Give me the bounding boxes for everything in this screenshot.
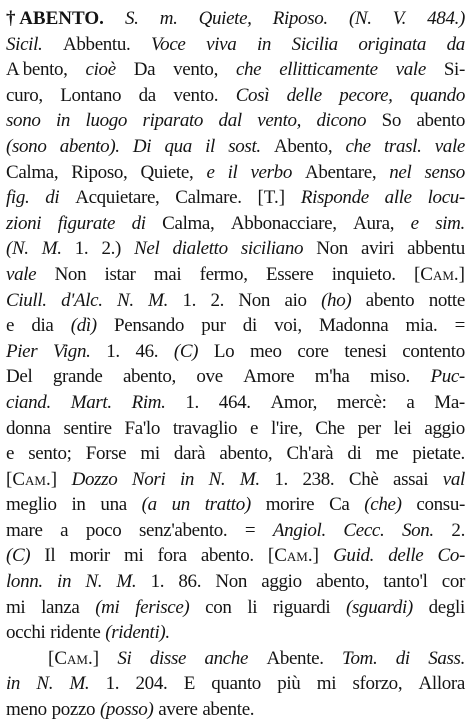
word: (C) <box>6 545 31 567</box>
word: V. <box>392 8 407 29</box>
word: delle <box>286 84 322 106</box>
word: nel <box>389 161 412 183</box>
word: ove <box>196 366 223 388</box>
word: avere <box>158 699 198 721</box>
text-line <box>6 671 465 697</box>
word: luogo <box>85 110 128 132</box>
word: mai <box>153 263 182 285</box>
word: abente. <box>202 699 255 721</box>
word: Guid. <box>333 545 375 567</box>
word: ridente <box>50 622 101 644</box>
word: riparato <box>142 110 204 132</box>
word: anche <box>204 647 249 669</box>
word: miso. <box>370 366 410 388</box>
word: in <box>179 468 195 490</box>
word: che <box>345 135 371 157</box>
word: pur <box>201 315 226 337</box>
word: Quiete, <box>140 161 194 183</box>
word: Acquietare, <box>75 187 160 209</box>
word: sento; <box>28 443 72 465</box>
word: Abente. <box>266 647 324 669</box>
text-line <box>6 518 465 544</box>
word: meo <box>249 340 282 362</box>
word: Riposo. <box>272 8 328 29</box>
word: Rim. <box>131 391 166 413</box>
word: qua <box>164 135 192 157</box>
headword: † ABENTO. <box>6 8 104 29</box>
text-line <box>6 364 465 390</box>
word: travaglio <box>172 417 238 439</box>
word: [Cam.] <box>48 647 100 669</box>
word: zioni <box>6 212 42 234</box>
word: voi, <box>274 315 302 337</box>
word: Da <box>133 59 156 81</box>
text-line <box>6 339 465 365</box>
word: Co- <box>437 545 465 567</box>
word: abento). <box>59 135 120 157</box>
word: Forse <box>85 443 127 465</box>
word: 2. <box>451 519 465 541</box>
text-line <box>6 543 465 569</box>
word: So <box>381 110 401 132</box>
word: figurate <box>57 212 116 234</box>
word: val <box>442 468 465 490</box>
word: tanto'l <box>383 571 428 593</box>
word: mercè: <box>336 391 387 413</box>
word: Calmare. <box>175 187 242 209</box>
word: locu- <box>427 187 465 209</box>
word: Abbentu. <box>63 33 131 55</box>
word: vale <box>6 263 37 285</box>
word: [T.] <box>257 187 286 209</box>
word: 1. <box>274 468 288 490</box>
word: Dozzo <box>71 468 118 490</box>
word: Così <box>235 84 270 106</box>
word: dia <box>31 315 54 337</box>
word: Amor, <box>270 391 318 413</box>
word: Chè <box>348 468 379 490</box>
word: un <box>171 494 190 516</box>
word: M. <box>239 468 260 490</box>
word: (dì) <box>70 315 97 337</box>
word: ciand. <box>6 391 51 413</box>
word: notte <box>428 289 465 311</box>
word: pietate. <box>412 443 465 465</box>
text-line <box>6 32 465 58</box>
word: fermo, <box>199 263 248 285</box>
word: aio <box>284 289 307 311</box>
word: (ho) <box>321 289 352 311</box>
word: mi <box>316 673 337 695</box>
word: contento <box>402 340 465 362</box>
word: l'ire, <box>270 417 303 439</box>
word: 86. <box>178 571 202 593</box>
entry-body <box>6 6 465 723</box>
text-line <box>6 57 465 83</box>
word: 1. <box>150 571 165 593</box>
word: Abento, <box>274 135 333 157</box>
word: inquieto. <box>331 263 396 285</box>
word: lonn. <box>6 571 43 593</box>
word: aggio <box>261 571 302 593</box>
word: Fa'lo <box>124 417 160 439</box>
word: di <box>347 443 362 465</box>
word: Sass. <box>428 647 465 669</box>
word: fora <box>157 545 187 567</box>
word: sforzo, <box>352 673 403 695</box>
word: (posso) <box>99 699 154 721</box>
word: Ma- <box>434 391 465 413</box>
word: (a <box>141 494 157 516</box>
word: M. <box>41 238 62 260</box>
word: N. <box>36 673 54 695</box>
word: vento, <box>173 59 218 81</box>
word: verbo <box>250 161 292 183</box>
text-line <box>6 313 465 339</box>
word: consu- <box>416 494 465 516</box>
word: = <box>454 315 465 337</box>
word: Riposo, <box>71 161 128 183</box>
word: ferisce) <box>135 596 190 618</box>
word: Non <box>316 238 348 260</box>
word: Cecc. <box>343 519 385 541</box>
word: più <box>277 673 301 695</box>
word: meno <box>6 699 47 721</box>
word: Pensando <box>114 315 185 337</box>
word: vento, <box>257 110 302 132</box>
text-line <box>6 262 465 288</box>
word: = <box>244 519 256 541</box>
word: Non <box>238 289 271 311</box>
word: Voce <box>151 33 186 55</box>
text-line <box>6 236 465 262</box>
word: e <box>206 161 215 183</box>
word: in <box>57 571 72 593</box>
word: in <box>6 673 21 695</box>
word: Lo <box>213 340 235 362</box>
word: 1. <box>105 673 120 695</box>
word: viva <box>206 33 237 55</box>
word: il <box>227 161 238 183</box>
word: 46. <box>135 340 159 362</box>
text-line <box>6 467 465 493</box>
word: Del <box>6 366 33 388</box>
word: abento. <box>200 545 254 567</box>
word: m'ha <box>314 366 350 388</box>
word: a <box>60 519 69 541</box>
word: con <box>205 596 232 618</box>
text-line <box>6 160 465 186</box>
word: N. <box>85 571 103 593</box>
word: riguardi <box>272 596 331 618</box>
word: 1. <box>182 289 197 311</box>
word: Calma, <box>6 161 59 183</box>
word: di <box>131 212 146 234</box>
word: abento, <box>122 366 176 388</box>
word: una <box>100 494 127 516</box>
word: Nel <box>134 238 160 260</box>
word: Ca <box>329 494 350 516</box>
word: aviri <box>361 238 395 260</box>
word: Son. <box>401 519 434 541</box>
word: d'Alc. <box>61 289 103 311</box>
word: a <box>406 391 415 413</box>
word: 1. <box>106 340 120 362</box>
word: Non <box>215 571 248 593</box>
word: me <box>375 443 399 465</box>
word: mia. <box>405 315 438 337</box>
word: (ridenti). <box>105 622 170 644</box>
text-line <box>6 83 465 109</box>
word: sim. <box>435 212 465 234</box>
word: M. <box>116 571 137 593</box>
word: abento <box>365 289 415 311</box>
word: e <box>250 417 259 439</box>
word: abbentu <box>407 238 465 260</box>
word: cor <box>441 571 465 593</box>
word: Ciull. <box>6 289 47 311</box>
text-line <box>6 492 465 518</box>
word: (che) <box>364 494 402 516</box>
word: sost. <box>228 135 261 157</box>
word: che <box>235 59 262 81</box>
word: grande <box>52 366 103 388</box>
word: Madonna <box>319 315 389 337</box>
word: Risponde <box>300 187 369 209</box>
word: cioè <box>85 59 116 81</box>
word: 238. <box>302 468 335 490</box>
word: donna <box>6 417 51 439</box>
word: Abbonacciare, <box>230 212 337 234</box>
word: 204. <box>135 673 168 695</box>
text-line <box>6 108 465 134</box>
word: istar <box>104 263 136 285</box>
word: Aura, <box>353 212 395 234</box>
text-line <box>6 288 465 314</box>
word: M. <box>69 673 90 695</box>
word: abento, <box>219 443 273 465</box>
word: dialetto <box>172 238 228 260</box>
word: M. <box>148 289 169 311</box>
word: vale <box>434 135 465 157</box>
word: [Cam.] <box>413 263 465 285</box>
word: (N. <box>6 238 29 260</box>
word: di <box>45 187 60 209</box>
word: Non <box>54 263 87 285</box>
word: Calma, <box>162 212 215 234</box>
word: [Cam.] <box>6 468 58 490</box>
word: (mi <box>95 596 120 618</box>
word: (N. <box>348 8 372 29</box>
word: N. <box>117 289 134 311</box>
word: darà <box>173 443 206 465</box>
word: quanto <box>211 673 261 695</box>
word: m. <box>159 8 178 29</box>
word: Nori <box>131 468 166 490</box>
word: Lontano <box>60 84 122 106</box>
text-line <box>6 697 465 723</box>
word: pozzo <box>51 699 96 721</box>
word: N. <box>208 468 226 490</box>
word: A bento, <box>6 59 68 81</box>
word: Tom. <box>341 647 378 669</box>
word: [Cam.] <box>267 545 319 567</box>
word: originata <box>358 33 426 55</box>
word: assai <box>393 468 429 490</box>
word: vale <box>395 59 426 81</box>
word: morir <box>69 545 110 567</box>
text-line <box>6 620 465 646</box>
word: di <box>395 647 410 669</box>
word: S. <box>125 8 139 29</box>
word: (C) <box>173 340 199 362</box>
word: curo, <box>6 84 43 106</box>
text-line <box>6 441 465 467</box>
word: lanza <box>41 596 80 618</box>
word: e <box>6 315 15 337</box>
word: Puc- <box>430 366 465 388</box>
word: mi <box>6 596 26 618</box>
word: vento. <box>173 84 219 106</box>
word: dicono <box>316 110 367 132</box>
word: Angiol. <box>272 519 326 541</box>
word: abento, <box>316 571 369 593</box>
text-line <box>6 211 465 237</box>
word: senz'abento. <box>138 519 228 541</box>
word: Ch'arà <box>286 443 334 465</box>
word: (sono <box>6 135 47 157</box>
word: Si- <box>443 59 465 81</box>
word: 2. <box>210 289 224 311</box>
word: aggio <box>424 417 465 439</box>
word: trasl. <box>384 135 422 157</box>
word: degli <box>428 596 465 618</box>
word: Sicilia <box>291 33 338 55</box>
word: 484.) <box>427 8 465 29</box>
word: in <box>55 110 71 132</box>
text-line <box>6 6 465 32</box>
word: li <box>247 596 258 618</box>
word: sentire <box>63 417 112 439</box>
word: tratto) <box>204 494 251 516</box>
word: fig. <box>6 187 30 209</box>
word: Il <box>44 545 56 567</box>
word: Amore <box>243 366 295 388</box>
word: sono <box>6 110 41 132</box>
word: meglio <box>6 494 57 516</box>
word: di <box>242 315 257 337</box>
word: (sguardi) <box>346 596 413 618</box>
word: tenesi <box>344 340 387 362</box>
word: Pier <box>6 340 38 362</box>
word: dal <box>218 110 242 132</box>
word: Allora <box>418 673 465 695</box>
word: occhi <box>6 622 46 644</box>
word: mi <box>124 545 144 567</box>
text-line <box>6 185 465 211</box>
word: Essere <box>265 263 314 285</box>
word: ellitticamente <box>279 59 378 81</box>
word: in <box>256 33 272 55</box>
word: core <box>297 340 329 362</box>
text-line <box>6 390 465 416</box>
word: e <box>6 443 15 465</box>
word: Di <box>132 135 152 157</box>
word: 2.) <box>101 238 121 260</box>
word: Si <box>117 647 132 669</box>
word: E <box>183 673 195 695</box>
word: 1. <box>74 238 89 260</box>
word: siciliano <box>240 238 304 260</box>
word: in <box>71 494 86 516</box>
word: il <box>205 135 215 157</box>
text-line <box>6 646 465 672</box>
word: 1. <box>185 391 199 413</box>
word: abento <box>416 110 465 132</box>
word: delle <box>388 545 424 567</box>
word: per <box>357 417 381 439</box>
word: disse <box>149 647 187 669</box>
word: da <box>446 33 465 55</box>
text-line <box>6 569 465 595</box>
word: senso <box>424 161 465 183</box>
text-line <box>6 134 465 160</box>
word: mi <box>140 443 160 465</box>
word: lei <box>393 417 412 439</box>
word: Abentare, <box>305 161 377 183</box>
word: 464. <box>218 391 251 413</box>
word: morire <box>265 494 315 516</box>
word: Vign. <box>53 340 91 362</box>
word: mare <box>6 519 43 541</box>
word: da <box>138 84 156 106</box>
word: Quiete, <box>198 8 252 29</box>
word: quando <box>410 84 465 106</box>
text-line <box>6 416 465 442</box>
word: Sicil. <box>6 33 43 55</box>
word: e <box>410 212 419 234</box>
word: Mart. <box>70 391 112 413</box>
text-line <box>6 595 465 621</box>
word: pecore, <box>339 84 393 106</box>
word: alle <box>384 187 412 209</box>
word: Che <box>315 417 345 439</box>
word: poco <box>85 519 122 541</box>
